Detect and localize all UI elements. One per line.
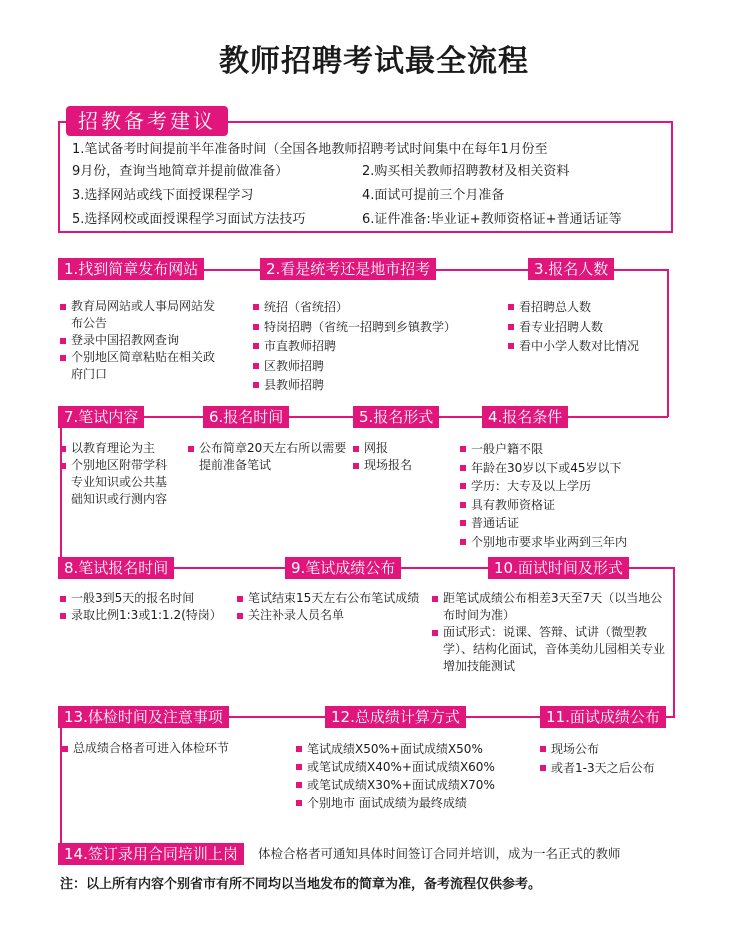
list-item: 笔试结束15天左右公布笔试成绩 — [237, 590, 427, 607]
step-10-list — [432, 590, 672, 675]
step-2-label: 2.看是统考还是地市招考 — [260, 258, 436, 280]
page-title: 教师招聘考试最全流程 — [219, 44, 529, 79]
step-9-list — [237, 590, 427, 624]
list-item: 具有教师资格证 — [460, 496, 675, 515]
list-item: 个别地区附带学科专业知识或公共基础知识或行测内容 — [60, 457, 178, 508]
step-7-label: 7.笔试内容 — [58, 406, 144, 428]
list-item: 一般户籍不限 — [460, 440, 675, 459]
list-item: 距笔试成绩公布相差3天至7天（以当地公布时间为准） — [432, 590, 672, 624]
list-item: 普通话证 — [460, 514, 675, 533]
list-item: 市直教师招聘 — [253, 337, 503, 357]
list-item: 学历：大专及以上学历 — [460, 477, 675, 496]
step-2-list — [253, 298, 503, 396]
list-item: 关注补录人员名单 — [237, 607, 427, 624]
step-1-label: 1.找到简章发布网站 — [58, 258, 204, 280]
step-11-list — [540, 740, 680, 778]
advice-item: 6.证件准备:毕业证+教师资格证+普通话证等 — [362, 212, 622, 227]
list-item: 现场报名 — [353, 457, 453, 474]
list-item: 公布简章20天左右所以需要提前准备笔试 — [188, 440, 348, 474]
list-item: 一般3到5天的报名时间 — [60, 590, 235, 607]
step-1-list — [60, 298, 220, 383]
list-item: 面试形式：说课、答辩、试讲（微型教学）、结构化面试，音体美幼儿园相关专业增加技能测试 — [432, 624, 672, 675]
list-item: 看招聘总人数 — [508, 298, 668, 318]
advice-item: 9月份，查询当地简章并提前做准备） — [72, 164, 289, 179]
step-6-label: 6.报名时间 — [203, 406, 289, 428]
list-item: 网报 — [353, 440, 453, 457]
step-13-list — [62, 740, 292, 757]
step-3-label: 3.报名人数 — [528, 258, 614, 280]
list-item: 以教育理论为主 — [60, 440, 178, 457]
step-3-list — [508, 298, 668, 357]
list-item: 总成绩合格者可进入体检环节 — [62, 740, 292, 757]
step-14-label: 14.签订录用合同培训上岗 — [58, 843, 244, 865]
advice-box-left-border — [58, 121, 60, 233]
flow-line-left4 — [60, 716, 62, 854]
list-item: 登录中国招教网查询 — [60, 332, 220, 349]
list-item: 或者1-3天之后公布 — [540, 759, 680, 778]
list-item: 个别地市 面试成绩为最终成绩 — [296, 794, 536, 812]
step-12-list — [296, 740, 536, 812]
list-item: 笔试成绩X50%+面试成绩X50% — [296, 740, 536, 758]
advice-item: 2.购买相关教师招聘教材及相关资料 — [362, 164, 570, 179]
list-item: 看专业招聘人数 — [508, 318, 668, 338]
list-item: 统招（省统招） — [253, 298, 503, 318]
flow-line-right3 — [673, 567, 675, 717]
list-item: 看中小学人数对比情况 — [508, 337, 668, 357]
step-5-label: 5.报名形式 — [353, 406, 439, 428]
step-5-list — [353, 440, 453, 474]
footnote: 注：以上所有内容个别省市有所不同均以当地发布的简章为准，备考流程仅供参考。 — [60, 877, 542, 892]
list-item: 个别地区简章粘贴在相关政府门口 — [60, 349, 220, 383]
list-item: 或笔试成绩X40%+面试成绩X60% — [296, 758, 536, 776]
advice-item: 3.选择网站或线下面授课程学习 — [72, 188, 254, 203]
list-item: 现场公布 — [540, 740, 680, 759]
list-item: 特岗招聘（省统一招聘到乡镇教学） — [253, 318, 503, 338]
advice-item: 4.面试可提前三个月准备 — [362, 188, 505, 203]
list-item: 或笔试成绩X30%+面试成绩X70% — [296, 776, 536, 794]
list-item: 年龄在30岁以下或45岁以下 — [460, 459, 675, 478]
advice-item: 5.选择网校或面授课程学习面试方法技巧 — [72, 212, 306, 227]
list-item: 区教师招聘 — [253, 357, 503, 377]
advice-box-bottom-border — [58, 231, 673, 233]
step-8-label: 8.笔试报名时间 — [58, 557, 174, 579]
step-10-label: 10.面试时间及形式 — [488, 557, 629, 579]
step-12-label: 12.总成绩计算方式 — [325, 706, 466, 728]
list-item: 个别地市要求毕业两到三年内 — [460, 533, 675, 552]
list-item: 教育局网站或人事局网站发布公告 — [60, 298, 220, 332]
step-9-label: 9.笔试成绩公布 — [285, 557, 401, 579]
step-13-label: 13.体检时间及注意事项 — [58, 706, 229, 728]
list-item: 录取比例1:3或1:1.2(特岗） — [60, 607, 235, 624]
step-14-text: 体检合格者可通知具体时间签订合同并培训，成为一名正式的教师 — [258, 846, 621, 861]
list-item: 县教师招聘 — [253, 376, 503, 396]
step-11-label: 11.面试成绩公布 — [540, 706, 666, 728]
advice-box-right-border — [671, 121, 673, 233]
step-8-list — [60, 590, 235, 624]
step-4-list — [460, 440, 675, 551]
step-6-list — [188, 440, 348, 474]
step-4-label: 4.报名条件 — [482, 406, 568, 428]
step-7-list — [60, 440, 178, 508]
advice-header: 招教备考建议 — [66, 106, 228, 136]
advice-item: 1.笔试备考时间提前半年准备时间（全国各地教师招聘考试时间集中在每年1月份至 — [72, 142, 548, 157]
